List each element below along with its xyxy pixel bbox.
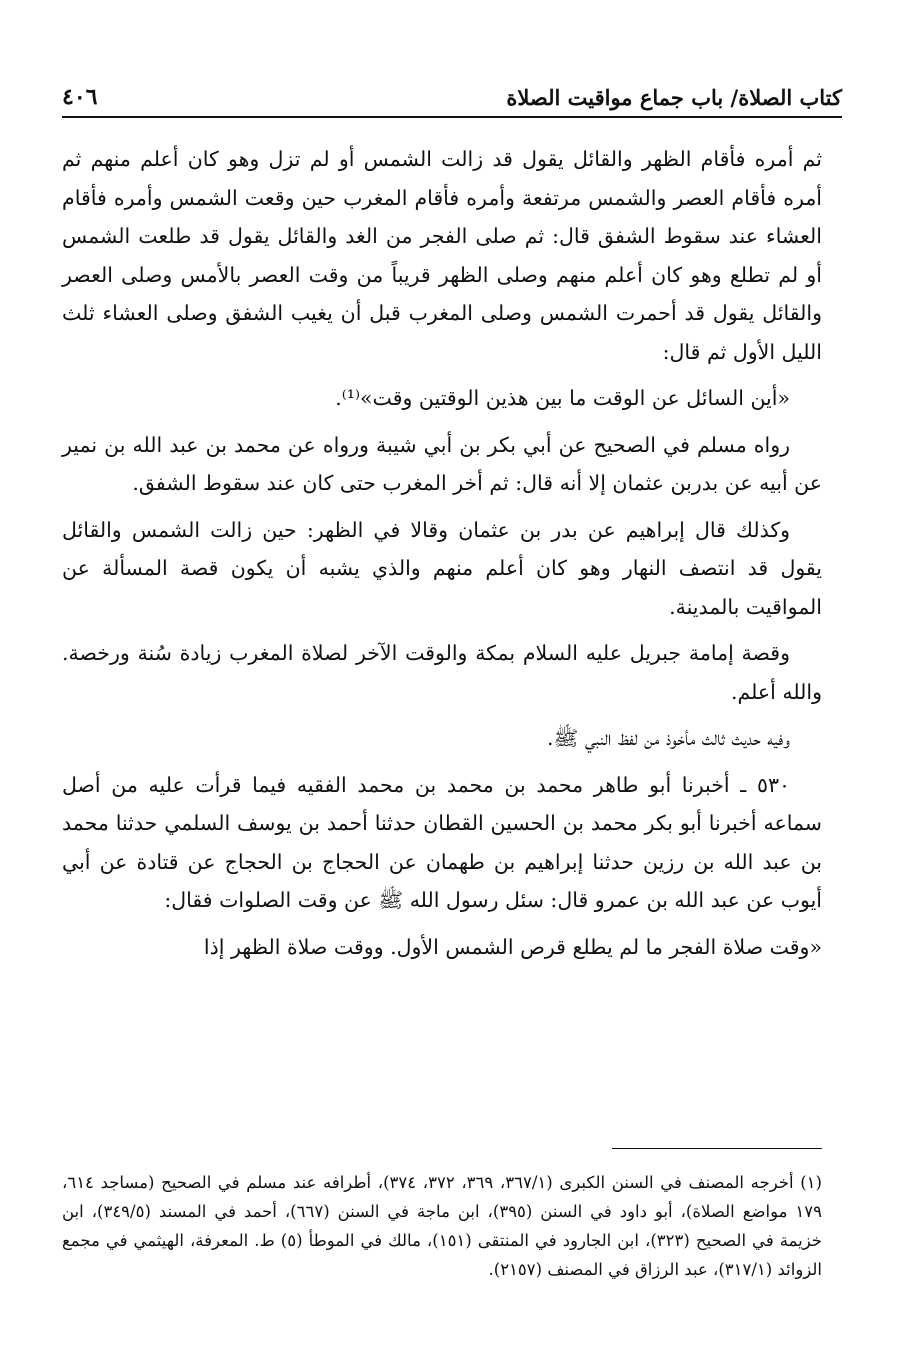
paragraph-8-quote: «وقت صلاة الفجر ما لم يطلع قرص الشمس الأول. ووقت صلاة الظهر إذا	[203, 934, 822, 959]
footnote	[62, 1168, 822, 1284]
header-divider	[62, 116, 842, 118]
paragraph-6: وفيه حديث ثالث مأخوذ من لفظ النبي ﷺ.	[547, 726, 790, 750]
main-text	[62, 140, 822, 974]
running-title: كتاب الصلاة/ باب جماع مواقيت الصلاة	[506, 85, 842, 110]
paragraph-1: ثم أمره فأقام الظهر والقائل يقول قد زالت الشمس أو لم تزل وهو كان أعلم منهم ثم أمره فأقام العصر والشمس مرتفعة وأمره فأقام المغرب حين وقعت الشمس وأمره فأقام العشاء عند سقوط الشفق قال: ثم صلى الفجر من الغد والقائل يقول قد طلعت الشمس أو لم تطلع وهو كان أعلم منهم وصلى الظهر قريباً من وقت العصر بالأمس وصلى العصر والقائل يقول قد أحمرت الشمس وصلى المغرب قبل أن يغيب الشفق وصلى العشاء ثلث الليل الأول ثم قال:	[62, 147, 822, 364]
page-number: ٤٠٦	[62, 84, 98, 110]
paragraph-3: رواه مسلم في الصحيح عن أبي بكر بن أبي شيبة ورواه عن محمد بن عبد الله بن نمير عن أبيه عن بدربن عثمان إلا أنه قال: ثم أخر المغرب حتى كان عند سقوط الشفق.	[62, 432, 822, 495]
paragraph-5: وقصة إمامة جبريل عليه السلام بمكة والوقت الآخر لصلاة المغرب زيادة سُنة ورخصة. والله أعلم.	[62, 641, 822, 704]
footnote-divider	[612, 1148, 822, 1149]
paragraph-2-quote: «أين السائل عن الوقت ما بين هذين الوقتين وقت»⁽¹⁾.	[335, 386, 790, 410]
footnote-1: (١) أخرجه المصنف في السنن الكبرى (٣٦٧/١، ٣٦٩، ٣٧٢، ٣٧٤)، أطرافه عند مسلم في الصحيح (مساجد ٦١٤، ١٧٩ مواضع الصلاة)، أبو داود في السنن (٣٩٥)، ابن ماجة في السنن (٦٦٧)، أحمد في المسند (٣٤٩/٥)، ابن خزيمة في الصحيح (٣٢٣)، ابن الجارود في المنتقى (١٥١)، مالك في الموطأ (٥) ط. المعرفة، الهيثمي في مجمع الزوائد (٣١٧/١)، عبد الرزاق في المصنف (٢١٥٧).	[62, 1173, 823, 1279]
page-header	[62, 78, 842, 110]
paragraph-4: وكذلك قال إبراهيم عن بدر بن عثمان وقالا في الظهر: حين زالت الشمس والقائل يقول قد انتصف النهار وهو كان أعلم منهم والذي يشبه أن يكون قصة المسألة عن المواقيت بالمدينة.	[62, 517, 822, 619]
paragraph-7-hadith-530: ٥٣٠ ـ أخبرنا أبو طاهر محمد بن محمد بن محمد الفقيه فيما قرأت عليه من أصل سماعه أخبرنا أبو بكر محمد بن الحسين القطان حدثنا أحمد بن يوسف السلمي حدثنا محمد بن عبد الله بن رزين حدثنا إبراهيم بن طهمان عن الحجاج بن الحجاج عن قتادة عن أبي أيوب عن عبد الله بن عمرو قال: سئل رسول الله ﷺ عن وقت الصلوات فقال:	[62, 772, 822, 912]
